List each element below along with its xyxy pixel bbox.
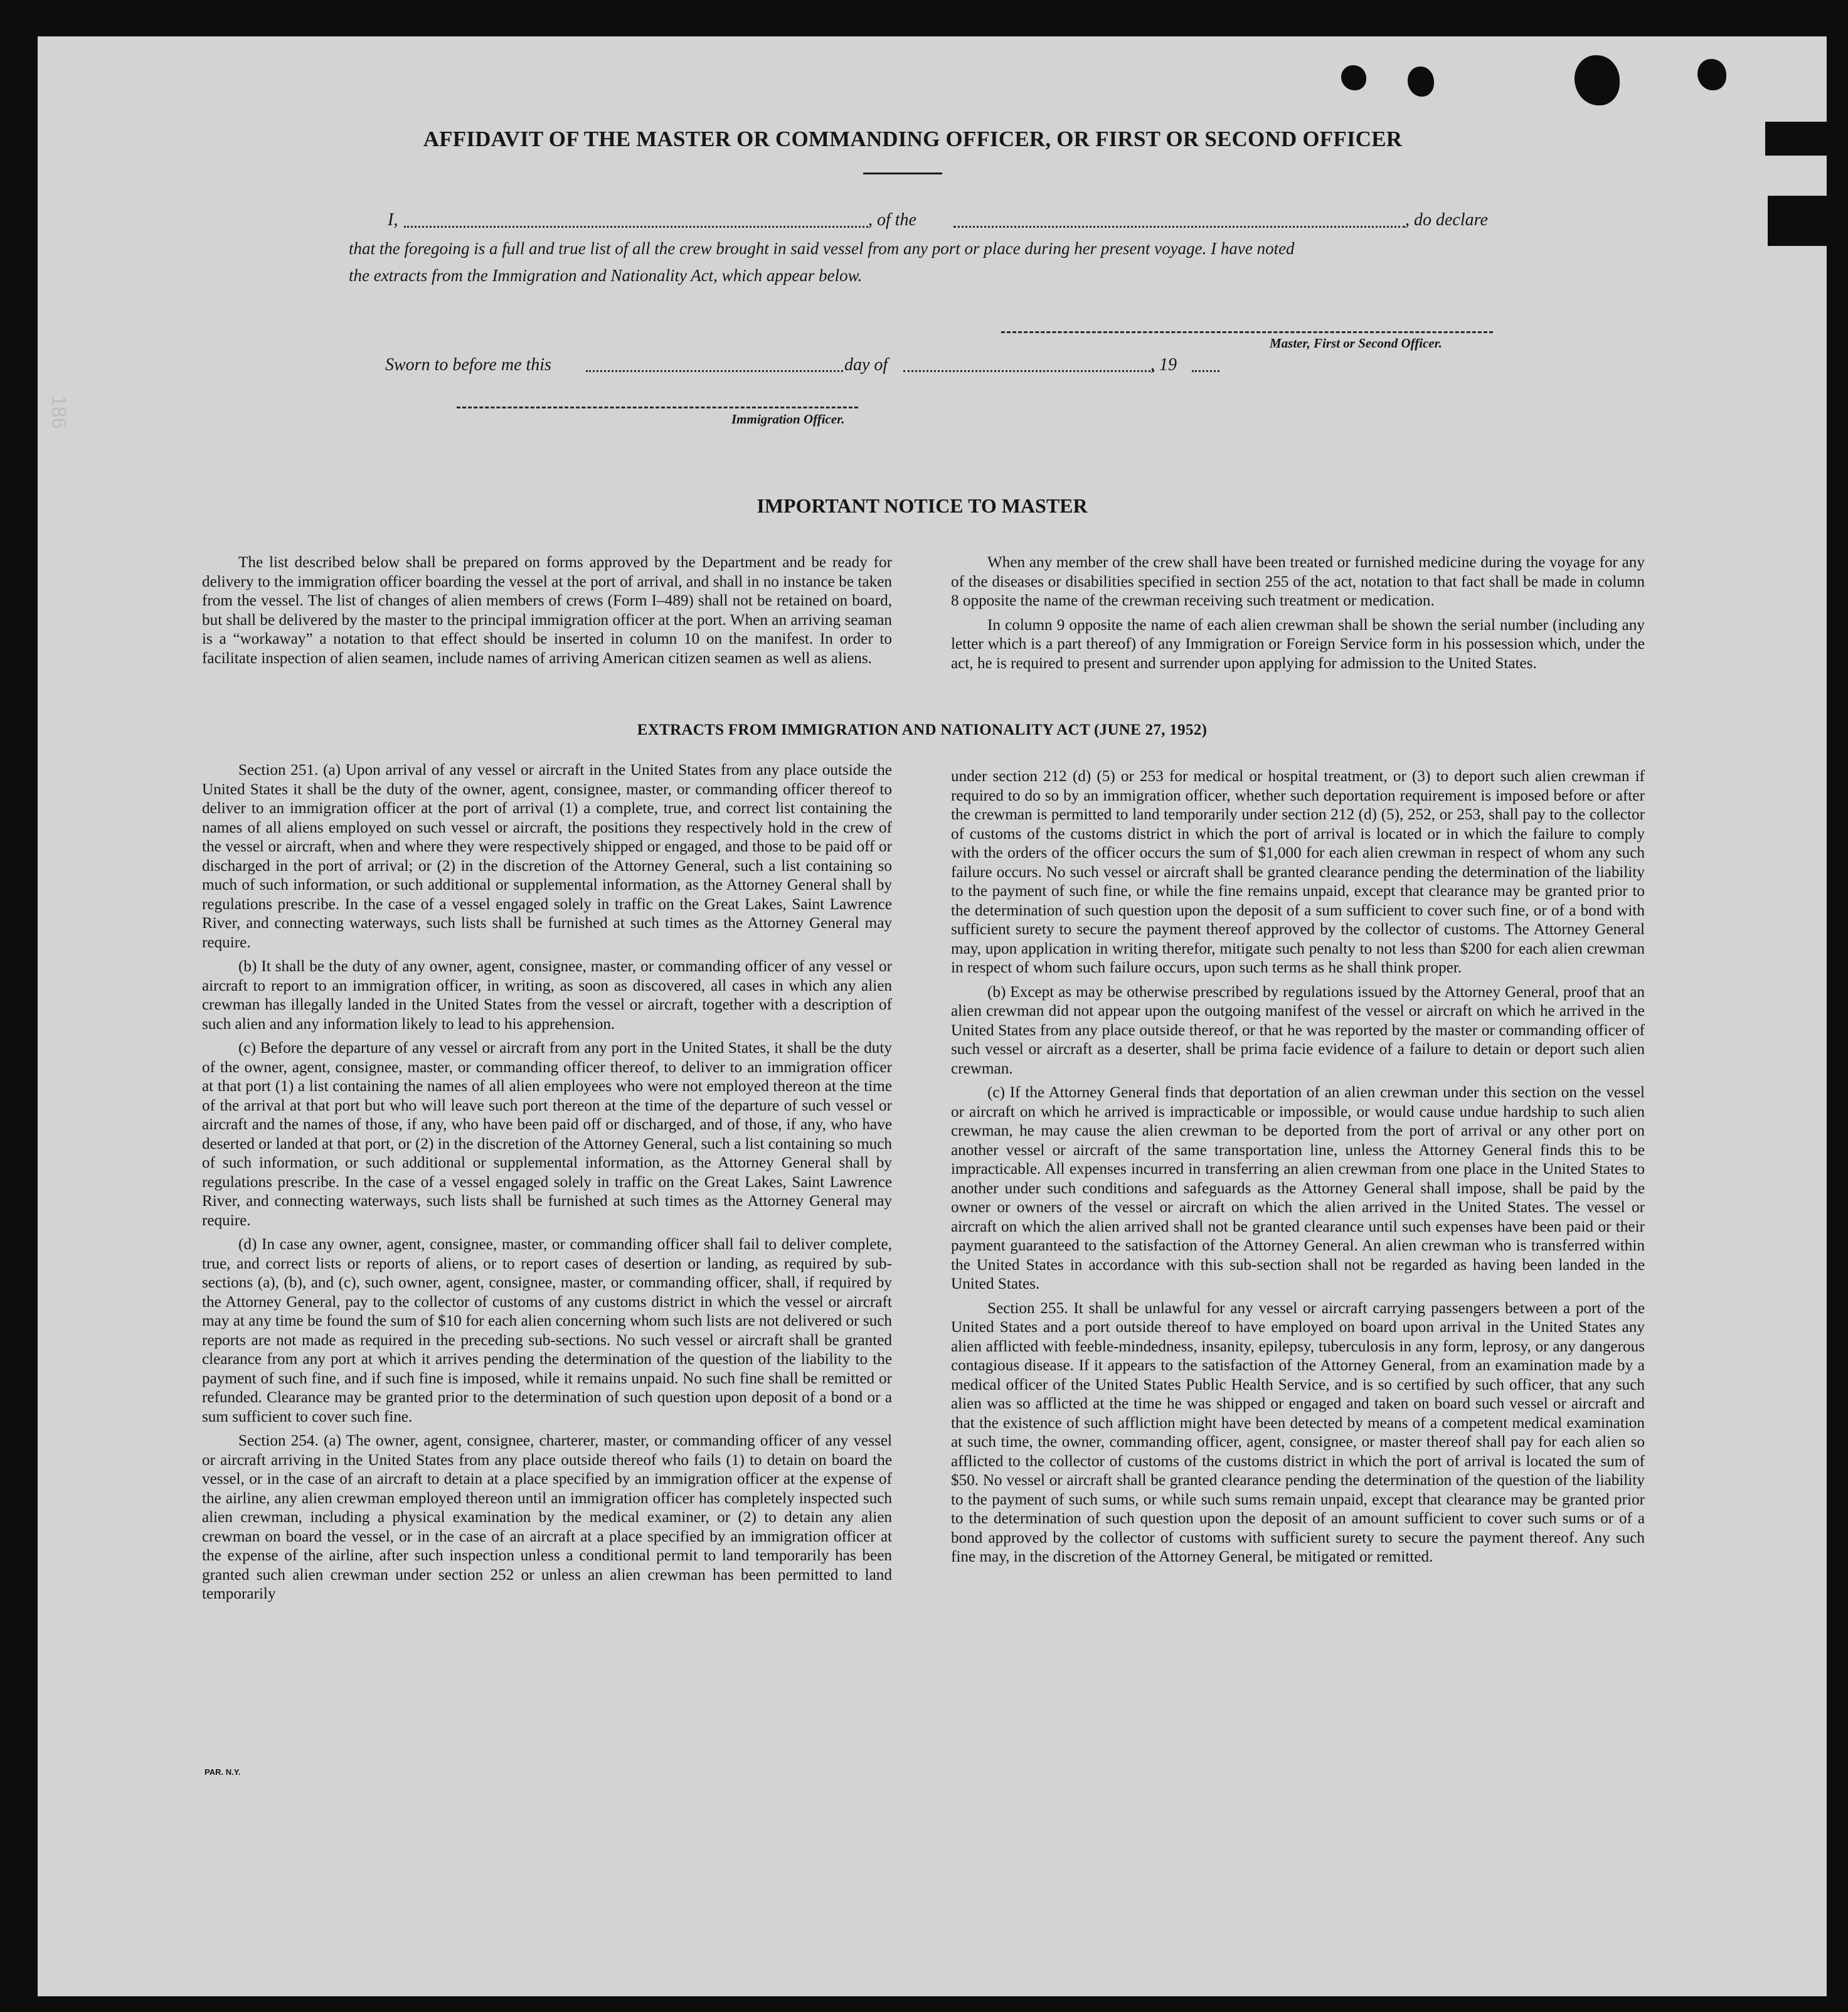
of-the-label: , of the	[868, 210, 916, 230]
vessel-name-field[interactable]	[953, 226, 1405, 228]
immigration-officer-signature-line[interactable]	[457, 407, 858, 408]
affidavit-title: AFFIDAVIT OF THE MASTER OR COMMANDING OFFICER, OR FIRST OR SECOND OFFICER	[423, 127, 1403, 151]
master-signature-line[interactable]	[1001, 331, 1493, 333]
punch-hole	[1575, 55, 1620, 105]
section-254-b: (b) Except as may be otherwise prescribed by regulations issued by the Attorney General, proof that an alien crewman did not appear upon the outgoing manifest of the vessel or aircraft on which he arrived in the United States from any place outside thereof, or that he was reported by the master or commanding officer of such vessel or aircraft as a deserter, shall be prima facie evidence of a failure to detain or deport such alien crewman.	[951, 983, 1645, 1077]
edge-tab	[1765, 122, 1827, 156]
master-signature-label: Master, First or Second Officer.	[1270, 336, 1442, 351]
declaration-line-2: that the foregoing is a full and true list of all the crew brought in said vessel from any port or place during her present voyage. I have noted	[349, 239, 1295, 258]
notice-paragraph: The list described below shall be prepared on forms approved by the Department and be ready for delivery to the immigration officer boarding the vessel at the port of arrival, and shall in no instance be taken from the vessel. The list of changes of alien members of crews (Form I–489) shall not be retained on board, but shall be delivered by the master to the principal immigration officer at the port. When an arriving seaman is a “workaway” a notation to that effect should be inserted in column 10 on the manifest. In order to facilitate inspection of alien seamen, include names of arriving American citizen seamen as well as aliens.	[202, 554, 892, 667]
sworn-label: Sworn to before me this	[385, 355, 551, 375]
section-254-a: Section 254. (a) The owner, agent, consignee, charterer, master, or commanding officer of any vessel or aircraft arriving in the United States from any place outside thereof who fails (1) to detain on board the vessel, or in the case of an aircraft to detain at a place specified by an immigration officer at the expense of the airline, any alien crewman employed thereon until an immigration officer has completely inspected such alien crewman, including a physical examination by the medical examiner, or (2) to detain any alien crewman on board the vessel, or in the case of an aircraft at a place specified by an immigration officer at the expense of the airline, after such inspection unless a conditional permit to land temporarily has been granted such alien crewman under section 252 or unless an alien crewman has been permitted to land temporarily	[202, 1432, 892, 1602]
declaration-line-3: the extracts from the Immigration and Nationality Act, which appear below.	[349, 266, 863, 285]
sworn-year-field[interactable]	[1192, 370, 1219, 372]
do-declare-label: , do declare	[1405, 210, 1488, 230]
section-254-a-continued: under section 212 (d) (5) or 253 for medical or hospital treatment, or (3) to deport such alien crewman if required to do so by an immigration officer, whether such deportation requirement is imposed before or after the crewman is permitted to land temporarily under section 212 (d) (5), 252, or 253, shall pay to the collector of customs of the customs district in which the port of arrival is located or in which the failure to comply with the orders of the officer occurs the sum of $1,000 for each alien crewman in respect of whom any such failure occurs. No such vessel or aircraft shall be granted clearance pending the determination of the liability to the payment of such fine, or while the fine remains unpaid, except that clearance may be granted prior to the determination of such question upon the deposit of a sum sufficient to cover such fine, or of a bond with sufficient surety to secure the payment thereof approved by the collector of customs. The Attorney General may, upon application in writing therefor, mitigate such penalty to not less than $200 for each alien crewman in respect of whom such failure occurs, upon such terms as he shall think proper.	[951, 768, 1645, 976]
punch-hole	[1408, 67, 1434, 97]
punch-hole	[1697, 59, 1726, 90]
margin-stamp: 186	[48, 395, 70, 429]
extracts-title: EXTRACTS FROM IMMIGRATION AND NATIONALITY ACT (JUNE 27, 1952)	[637, 721, 1208, 738]
day-of-label: day of	[844, 355, 888, 375]
section-251-b: (b) It shall be the duty of any owner, agent, consignee, master, or commanding officer of any vessel or aircraft to report to an immigration officer, in writing, as soon as discovered, all cases in which any alien crewman has illegally landed in the United States from the vessel or aircraft, together with a description of such alien and any information likely to lead to his apprehension.	[202, 958, 892, 1033]
extracts-right-column	[951, 767, 1645, 1572]
section-255: Section 255. It shall be unlawful for any vessel or aircraft carrying passengers between a port of the United States and a port outside thereof to have employed on board upon arrival in the United States any alien afflicted with feeble-mindedness, insanity, epilepsy, tuberculosis in any form, leprosy, or any dangerous contagious disease. If it appears to the satisfaction of the Attorney General, from an examination made by a medical officer of the United States Public Health Service, and is so certified by such officer, that any such alien was so afflicted at the time he was shipped or engaged and taken on board such vessel or aircraft and that the existence of such affliction might have been detected by means of a competent medical examination at such time, the owner, commanding officer, agent, consignee, or master thereof shall pay for each alien so afflicted to the collector of customs of the customs district in which the port of arrival is located the sum of $50. No vessel or aircraft shall be granted clearance pending the determination of the question of the liability to the payment of such sums, or while such sums remain unpaid, except that clearance may be granted prior to the determination of such question upon the deposit of an amount sufficient to cover such sums or of a bond approved by the collector of customs with sufficient surety to secure the payment thereof. Any such fine may, in the discretion of the Attorney General, be mitigated or remitted.	[951, 1299, 1645, 1565]
section-251-d: (d) In case any owner, agent, consignee, master, or commanding officer shall fail to deliver complete, true, and correct lists or reports of aliens, or to report cases of desertion or landing, as required by sub-sections (a), (b), and (c), such owner, agent, consignee, master, or commanding officer, shall, if required by the Attorney General, pay to the collector of customs of any customs district in which the vessel or aircraft may at any time be found the sum of $10 for each alien concerning whom such lists are not delivered or such reports are not made as required in the preceding sub-sections. No such vessel or aircraft shall be granted clearance from any port at which it arrives pending the determination of the question of the liability to the payment of such fine, and if such fine is imposed, while it remains unpaid. No such fine shall be remitted or refunded. Clearance may be granted prior to the determination of such question upon deposit of a bond or a sum sufficient to cover such fine.	[202, 1236, 892, 1425]
title-underline	[863, 173, 942, 174]
printer-mark: PAR. N.Y.	[204, 1767, 241, 1777]
notice-left-column	[202, 553, 892, 673]
edge-tab	[1768, 196, 1827, 246]
notice-right-column	[951, 553, 1645, 678]
affidavit-i-label: I,	[388, 210, 398, 230]
section-254-c: (c) If the Attorney General finds that deportation of an alien crewman under this section on the vessel or aircraft on which he arrived is impracticable or impossible, or would cause undue hardship to such alien crewman, he may cause the alien crewman to be deported from the port of arrival or any other port on another vessel or aircraft of the same transportation line, unless the Attorney General finds this to be impracticable. All expenses incurred in transferring an alien crewman from one place in the United States to another under such conditions and safeguards as the Attorney General shall impose, shall be paid by the owner or owners of the vessel or aircraft on which the alien arrived in the United States. The vessel or aircraft on which the alien arrived shall not be granted clearance until such expenses have been paid or their payment guaranteed to the satisfaction of the Attorney General. An alien crewman who is transferred within the United States in accordance with this sub-section shall not be regarded as having been landed in the United States.	[951, 1084, 1645, 1292]
notice-paragraph: When any member of the crew shall have been treated or furnished medicine during the voyage for any of the diseases or disabilities specified in section 255 of the act, notation to that fact shall be made in column 8 opposite the name of the crewman receiving such treatment or medication.	[951, 554, 1645, 609]
sworn-day-field[interactable]	[586, 370, 843, 372]
sworn-month-field[interactable]	[903, 370, 1154, 372]
punch-hole	[1341, 65, 1366, 90]
section-251-a: Section 251. (a) Upon arrival of any vessel or aircraft in the United States from any place outside the United States it shall be the duty of the owner, agent, consignee, master, or commanding officer thereof to deliver to an immigration officer at the port of arrival (1) a complete, true, and correct list containing the names of all aliens employed on such vessel or aircraft, the positions they respectively hold in the crew of the vessel or aircraft, when and where they were respectively shipped or engaged, and those to be paid off or discharged in the port of arrival; or (2) in the discretion of the Attorney General, such a list containing so much of such information, or such additional or supplemental information, as the Attorney General shall by regulations prescribe. In the case of a vessel engaged solely in traffic on the Great Lakes, Saint Lawrence River, and connecting waterways, such lists shall be furnished at such times as the Attorney General may require.	[202, 762, 892, 951]
notice-title: IMPORTANT NOTICE TO MASTER	[757, 494, 1088, 517]
immigration-officer-label: Immigration Officer.	[731, 412, 845, 427]
notice-paragraph: In column 9 opposite the name of each alien crewman shall be shown the serial number (including any letter which is a part thereof) of any Immigration or Foreign Service form in his possession which, under the act, he is required to present and surrender upon applying for admission to the United States.	[951, 616, 1645, 672]
declarant-name-field[interactable]	[404, 226, 868, 228]
year-label: , 19	[1150, 355, 1177, 375]
extracts-left-column	[202, 761, 892, 1609]
section-251-c: (c) Before the departure of any vessel or aircraft from any port in the United States, it shall be the duty of the owner, agent, consignee, master, or commanding officer thereof, to deliver to an immigration officer at that port (1) a list containing the names of all alien employees who were not employed thereon at the time of the arrival at that port but who will leave such port thereon at the time of the departure of such vessel or aircraft and the names of those, if any, who have been paid off or discharged, and of those, if any, who have deserted or landed at that port, or (2) in the discretion of the Attorney General, such a list containing so much of such information, or such additional or supplemental information, as the Attorney General shall by regulations prescribe. In the case of a vessel engaged solely in traffic on the Great Lakes, Saint Lawrence River, and connecting waterways, such lists shall be furnished at such times as the Attorney General may require.	[202, 1040, 892, 1229]
